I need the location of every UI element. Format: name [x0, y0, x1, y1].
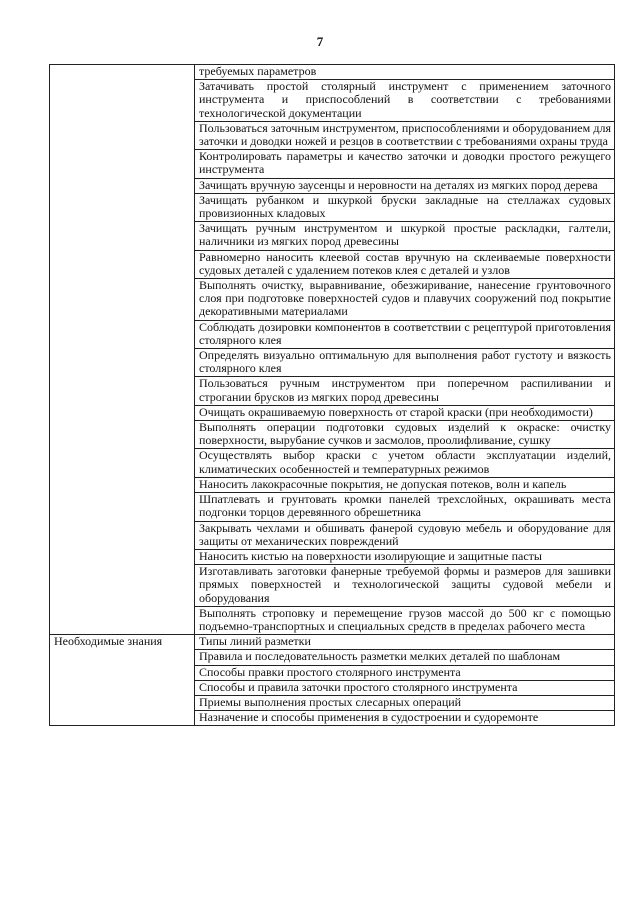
skill-item: требуемых параметров [195, 65, 615, 80]
skill-item: Шпатлевать и грунтовать кромки панелей трехслойных, окрашивать места подгонки торцов деревянного обрешетника [195, 493, 615, 521]
skill-item: Закрывать чехлами и обшивать фанерой судовую мебель и оборудование для защиты от механических повреждений [195, 521, 615, 549]
skill-item: Определять визуально оптимальную для выполнения работ густоту и вязкость столярного клея [195, 349, 615, 377]
knowledge-row [50, 635, 615, 650]
skill-item: Выполнять операции подготовки судовых изделий к окраске: очистку поверхности, вырубание сучков и засмолов, проолифливание, сушку [195, 421, 615, 449]
page-number: 7 [316, 34, 324, 49]
skill-item: Осуществлять выбор краски с учетом области эксплуатации изделий, климатических особенностей и температурных режимов [195, 449, 615, 477]
knowledge-item: Правила и последовательность разметки мелких деталей по шаблонам [195, 650, 615, 665]
skill-item: Наносить лакокрасочные покрытия, не допуская потеков, волн и капель [195, 477, 615, 492]
skill-item: Зачищать ручным инструментом и шкуркой простые раскладки, галтели, наличники из мягких пород древесины [195, 222, 615, 250]
skill-row [50, 65, 615, 80]
skill-item: Зачищать вручную заусенцы и неровности на деталях из мягких пород дерева [195, 178, 615, 193]
knowledge-item: Способы и правила заточки простого столярного инструмента [195, 680, 615, 695]
skill-item: Контролировать параметры и качество заточки и доводки простого режущего инструмента [195, 150, 615, 178]
skill-item: Соблюдать дозировки компонентов в соответствии с рецептурой приготовления столярного клея [195, 320, 615, 348]
knowledge-item: Способы правки простого столярного инструмента [195, 665, 615, 680]
skill-item: Зачищать рубанком и шкуркой бруски закладные на стеллажах судовых провизионных кладовых [195, 193, 615, 221]
knowledge-item: Типы линий разметки [195, 635, 615, 650]
skills-label-cell [50, 65, 195, 635]
requirements-table [49, 64, 615, 726]
skill-item: Изготавливать заготовки фанерные требуемой формы и размеров для зашивки прямых поверхностей и технологической защиты судовой мебели и оборудования [195, 565, 615, 607]
skill-item: Наносить кистью на поверхности изолирующие и защитные пасты [195, 549, 615, 564]
knowledge-item: Приемы выполнения простых слесарных операций [195, 695, 615, 710]
skill-item: Равномерно наносить клеевой состав вручную на склеиваемые поверхности судовых деталей с удалением потеков клея с деталей и узлов [195, 250, 615, 278]
skill-item: Пользоваться заточным инструментом, приспособлениями и оборудованием для заточки и доводки ножей и резцов в соответствии с требованиями охраны труда [195, 121, 615, 149]
skill-item: Выполнять строповку и перемещение грузов массой до 500 кг с помощью подъемно-транспортных и специальных средств в пределах рабочего места [195, 606, 615, 634]
skill-item: Затачивать простой столярный инструмент с применением заточного инструмента и приспособлений в соответствии с требованиями технологической документации [195, 80, 615, 122]
skill-item: Пользоваться ручным инструментом при поперечном распиливании и строгании брусков из мягких пород древесины [195, 377, 615, 405]
skill-item: Очищать окрашиваемую поверхность от старой краски (при необходимости) [195, 405, 615, 420]
knowledge-item: Назначение и способы применения в судостроении и судоремонте [195, 711, 615, 726]
knowledge-label: Необходимые знания [50, 635, 195, 726]
skill-item: Выполнять очистку, выравнивание, обезжиривание, нанесение грунтовочного слоя при подготовке поверхностей судов и плавучих сооружений под покрытие декоративными материалами [195, 279, 615, 321]
